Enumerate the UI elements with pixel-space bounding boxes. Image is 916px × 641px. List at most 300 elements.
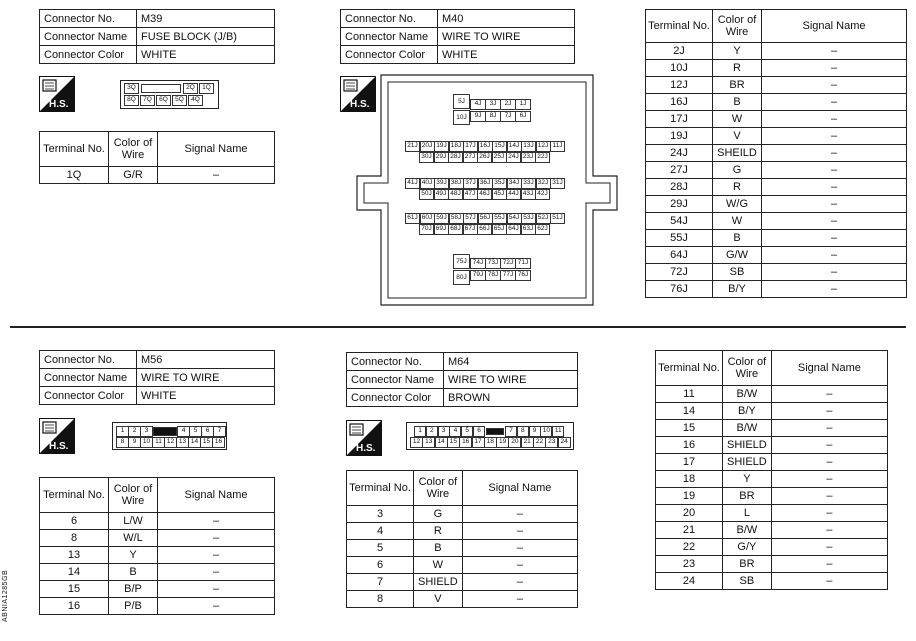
table-row bbox=[646, 111, 907, 128]
m40-pin: 56J bbox=[478, 213, 493, 224]
m40-pin: 4J bbox=[470, 99, 486, 110]
wire-color-cell: G/R bbox=[109, 167, 158, 184]
m64-pin: 21 bbox=[521, 437, 534, 448]
m40-pin: 59J bbox=[434, 213, 449, 224]
wire-color-cell: B/W bbox=[723, 522, 772, 539]
wire-color-cell: BR bbox=[713, 77, 762, 94]
wire-color-cell: B/W bbox=[723, 420, 772, 437]
terminal-no-cell: 6 bbox=[347, 557, 414, 574]
terminal-no-cell: 7 bbox=[347, 574, 414, 591]
signal-name-cell: – bbox=[762, 247, 907, 264]
color-of-wire-header: Color of Wire bbox=[723, 351, 772, 386]
table-row bbox=[646, 145, 907, 162]
terminal-no-cell: 14 bbox=[656, 403, 723, 420]
m40-pin: 30J bbox=[419, 152, 434, 163]
wire-color-cell: B bbox=[713, 230, 762, 247]
signal-name-header: Signal Name bbox=[762, 10, 907, 43]
m40-pin: 14J bbox=[507, 141, 522, 152]
table-row bbox=[646, 247, 907, 264]
table-row bbox=[40, 598, 275, 615]
m64-pin: 2 bbox=[426, 426, 438, 437]
m40-pin: 5J bbox=[453, 94, 470, 109]
table-row bbox=[656, 522, 888, 539]
connector-no-label: Connector No. bbox=[40, 351, 137, 369]
terminal-no-cell: 17 bbox=[656, 454, 723, 471]
connector-color-label: Connector Color bbox=[40, 387, 137, 405]
m40-pin: 10J bbox=[453, 110, 470, 125]
terminal-no-cell: 19J bbox=[646, 128, 713, 145]
table-row bbox=[656, 420, 888, 437]
m39-pin: 4Q bbox=[188, 95, 203, 106]
wire-color-cell: SHIELD bbox=[414, 574, 463, 591]
terminal-no-header: Terminal No. bbox=[40, 478, 109, 513]
m40-pin: 78J bbox=[485, 270, 501, 281]
terminal-no-cell: 1Q bbox=[40, 167, 109, 184]
svg-text:H.S.: H.S. bbox=[49, 99, 69, 110]
m64-connector-color: BROWN bbox=[444, 389, 578, 407]
m39-pin: 5Q bbox=[172, 95, 187, 106]
hs-harness-side-icon bbox=[39, 76, 75, 112]
table-row bbox=[656, 556, 888, 573]
m40-pin: 70J bbox=[419, 224, 434, 235]
wire-color-cell: B/W bbox=[723, 386, 772, 403]
terminal-no-cell: 4 bbox=[347, 523, 414, 540]
m40-pin: 51J bbox=[550, 213, 565, 224]
table-row bbox=[646, 77, 907, 94]
m40-pin: 26J bbox=[477, 152, 492, 163]
terminal-no-cell: 54J bbox=[646, 213, 713, 230]
m40-pin: 68J bbox=[448, 224, 463, 235]
m64-pin: 20 bbox=[508, 437, 521, 448]
m40-pin: 40J bbox=[420, 178, 435, 189]
terminal-no-header: Terminal No. bbox=[656, 351, 723, 386]
m40-pin: 62J bbox=[535, 224, 550, 235]
m40-pin-array bbox=[356, 74, 618, 306]
m40-pin: 28J bbox=[448, 152, 463, 163]
signal-name-cell: – bbox=[762, 94, 907, 111]
m40-pin: 52J bbox=[536, 213, 551, 224]
m56-pin: 6 bbox=[201, 426, 214, 437]
terminal-no-cell: 72J bbox=[646, 264, 713, 281]
wire-color-cell: B bbox=[414, 540, 463, 557]
m39-pin: 2Q bbox=[183, 83, 198, 94]
wire-color-cell: L/W bbox=[109, 513, 158, 530]
wire-color-cell: W/G bbox=[713, 196, 762, 213]
terminal-no-cell: 11 bbox=[656, 386, 723, 403]
m40-pin: 69J bbox=[434, 224, 449, 235]
m40-pin: 38J bbox=[449, 178, 464, 189]
m64-pin: 6 bbox=[473, 426, 485, 437]
table-row bbox=[40, 581, 275, 598]
signal-name-cell: – bbox=[158, 598, 275, 615]
signal-name-cell: – bbox=[462, 591, 577, 608]
m64-pin: 13 bbox=[422, 437, 435, 448]
wire-color-cell: G/Y bbox=[723, 539, 772, 556]
signal-name-header: Signal Name bbox=[771, 351, 887, 386]
table-row bbox=[646, 94, 907, 111]
terminal-no-cell: 20 bbox=[656, 505, 723, 522]
connector-no-label: Connector No. bbox=[347, 353, 444, 371]
signal-name-cell: – bbox=[158, 167, 275, 184]
m40-pin: 50J bbox=[419, 189, 434, 200]
m56-pin: 8 bbox=[116, 437, 129, 448]
signal-name-cell: – bbox=[462, 574, 577, 591]
wire-color-cell: R bbox=[713, 60, 762, 77]
wire-color-cell: B/P bbox=[109, 581, 158, 598]
m40-pin: 48J bbox=[448, 189, 463, 200]
m56-pin: 15 bbox=[200, 437, 213, 448]
terminal-no-cell: 8 bbox=[347, 591, 414, 608]
m40-pin: 20J bbox=[420, 141, 435, 152]
signal-name-cell: – bbox=[771, 556, 887, 573]
m39-pin: 8Q bbox=[124, 95, 139, 106]
signal-name-cell: – bbox=[771, 437, 887, 454]
svg-text:H.S.: H.S. bbox=[350, 99, 370, 110]
terminal-no-cell: 22 bbox=[656, 539, 723, 556]
m56-pin: 2 bbox=[128, 426, 141, 437]
signal-name-cell: – bbox=[771, 488, 887, 505]
terminal-no-cell: 27J bbox=[646, 162, 713, 179]
wire-color-cell: SB bbox=[723, 573, 772, 590]
m56-terminal-rows bbox=[40, 513, 275, 615]
m64-pin: 17 bbox=[472, 437, 485, 448]
m40-pin: 67J bbox=[463, 224, 478, 235]
m40-pin: 19J bbox=[434, 141, 449, 152]
wire-color-cell: BR bbox=[723, 556, 772, 573]
table-row bbox=[646, 162, 907, 179]
table-row bbox=[40, 564, 275, 581]
m64-pin-array bbox=[407, 423, 573, 449]
signal-name-cell: – bbox=[762, 43, 907, 60]
m40-pin: 80J bbox=[453, 270, 470, 285]
m56-terminal-table bbox=[39, 477, 275, 615]
wire-color-cell: B/Y bbox=[713, 281, 762, 298]
m40-pin: 39J bbox=[434, 178, 449, 189]
m56-connector-no: M56 bbox=[137, 351, 275, 369]
m56-connector-color: WHITE bbox=[137, 387, 275, 405]
m39-connector-no: M39 bbox=[137, 10, 275, 28]
m56-pin: 16 bbox=[212, 437, 225, 448]
m40-pin: 53J bbox=[521, 213, 536, 224]
terminal-no-header: Terminal No. bbox=[40, 132, 109, 167]
m40-pin: 60J bbox=[420, 213, 435, 224]
m40-terminal-rows bbox=[646, 43, 907, 298]
signal-name-cell: – bbox=[771, 471, 887, 488]
m64-pin: 7 bbox=[505, 426, 517, 437]
m40-pin: 73J bbox=[485, 258, 501, 269]
table-row bbox=[646, 179, 907, 196]
m40-pin: 42J bbox=[535, 189, 550, 200]
terminal-no-cell: 21 bbox=[656, 522, 723, 539]
m40-pin: 27J bbox=[463, 152, 478, 163]
m39-connector-face bbox=[120, 80, 219, 109]
m40-pin: 79J bbox=[470, 270, 486, 281]
m40-pin: 12J bbox=[536, 141, 551, 152]
table-row bbox=[656, 437, 888, 454]
m64-terminal-table-a bbox=[346, 470, 578, 608]
terminal-no-cell: 2J bbox=[646, 43, 713, 60]
table-row bbox=[656, 386, 888, 403]
m64-pin: 19 bbox=[496, 437, 509, 448]
m40-pin: 65J bbox=[492, 224, 507, 235]
connector-no-label: Connector No. bbox=[40, 10, 137, 28]
m40-pin: 11J bbox=[550, 141, 565, 152]
table-row bbox=[646, 281, 907, 298]
table-row bbox=[646, 60, 907, 77]
wire-color-cell: V bbox=[414, 591, 463, 608]
m64-connector-no: M64 bbox=[444, 353, 578, 371]
signal-name-cell: – bbox=[762, 128, 907, 145]
m64-pin: 11 bbox=[552, 426, 564, 437]
m40-pin: 17J bbox=[463, 141, 478, 152]
signal-name-header: Signal Name bbox=[158, 478, 275, 513]
m56-pin: 5 bbox=[189, 426, 202, 437]
signal-name-header: Signal Name bbox=[158, 132, 275, 167]
signal-name-cell: – bbox=[158, 581, 275, 598]
signal-name-cell: – bbox=[158, 530, 275, 547]
signal-name-cell: – bbox=[762, 213, 907, 230]
signal-name-cell: – bbox=[762, 111, 907, 128]
signal-name-cell: – bbox=[771, 386, 887, 403]
table-row bbox=[40, 547, 275, 564]
m40-pin: 31J bbox=[550, 178, 565, 189]
wire-color-cell: W/L bbox=[109, 530, 158, 547]
m56-pin: 3 bbox=[140, 426, 153, 437]
section-divider bbox=[10, 326, 906, 328]
m40-pin: 54J bbox=[507, 213, 522, 224]
m39-connector-name: FUSE BLOCK (J/B) bbox=[137, 28, 275, 46]
terminal-no-cell: 5 bbox=[347, 540, 414, 557]
m56-pin: 1 bbox=[116, 426, 129, 437]
signal-name-cell: – bbox=[462, 506, 577, 523]
m40-pin: 61J bbox=[405, 213, 420, 224]
terminal-no-cell: 29J bbox=[646, 196, 713, 213]
m40-pin: 41J bbox=[405, 178, 420, 189]
terminal-no-cell: 16 bbox=[656, 437, 723, 454]
terminal-no-cell: 14 bbox=[40, 564, 109, 581]
m39-terminal-rows bbox=[40, 167, 275, 184]
m56-pin-array bbox=[113, 423, 226, 449]
wire-color-cell: R bbox=[713, 179, 762, 196]
connector-name-label: Connector Name bbox=[341, 28, 438, 46]
terminal-no-cell: 3 bbox=[347, 506, 414, 523]
signal-name-cell: – bbox=[762, 196, 907, 213]
m64-pin: 16 bbox=[459, 437, 472, 448]
m40-pin: 63J bbox=[521, 224, 536, 235]
m56-connector-name: WIRE TO WIRE bbox=[137, 369, 275, 387]
connector-name-label: Connector Name bbox=[40, 369, 137, 387]
m56-pin: 4 bbox=[177, 426, 190, 437]
table-row bbox=[646, 264, 907, 281]
signal-name-cell: – bbox=[158, 547, 275, 564]
table-row bbox=[347, 506, 578, 523]
m56-pin: 14 bbox=[188, 437, 201, 448]
table-row bbox=[347, 540, 578, 557]
terminal-no-cell: 16J bbox=[646, 94, 713, 111]
m64-pin: 3 bbox=[438, 426, 450, 437]
terminal-no-cell: 12J bbox=[646, 77, 713, 94]
m40-pin: 8J bbox=[485, 111, 501, 122]
signal-name-cell: – bbox=[462, 523, 577, 540]
wire-color-cell: G/W bbox=[713, 247, 762, 264]
m40-pin: 36J bbox=[478, 178, 493, 189]
table-row bbox=[656, 403, 888, 420]
terminal-no-cell: 6 bbox=[40, 513, 109, 530]
m64-pin: 4 bbox=[449, 426, 461, 437]
terminal-no-cell: 24J bbox=[646, 145, 713, 162]
m64-pin: 9 bbox=[529, 426, 541, 437]
m64-pin: 22 bbox=[533, 437, 546, 448]
signal-name-cell: – bbox=[762, 179, 907, 196]
m40-pin: 64J bbox=[506, 224, 521, 235]
m40-pin: 58J bbox=[449, 213, 464, 224]
table-row bbox=[40, 530, 275, 547]
m39-pin: 7Q bbox=[140, 95, 155, 106]
m40-pin: 13J bbox=[521, 141, 536, 152]
signal-name-cell: – bbox=[462, 557, 577, 574]
signal-name-cell: – bbox=[158, 564, 275, 581]
table-row bbox=[656, 488, 888, 505]
m64-pin: 15 bbox=[447, 437, 460, 448]
wire-color-cell: W bbox=[713, 111, 762, 128]
m64-pin: 5 bbox=[461, 426, 473, 437]
wire-color-cell: SB bbox=[713, 264, 762, 281]
terminal-no-cell: 24 bbox=[656, 573, 723, 590]
connector-color-label: Connector Color bbox=[347, 389, 444, 407]
signal-name-cell: – bbox=[762, 145, 907, 162]
table-row bbox=[347, 591, 578, 608]
m56-pin: 9 bbox=[128, 437, 141, 448]
m40-pin: 24J bbox=[506, 152, 521, 163]
m40-pin: 33J bbox=[521, 178, 536, 189]
hs-harness-side-icon bbox=[39, 418, 75, 454]
connector-name-label: Connector Name bbox=[40, 28, 137, 46]
m64-pin: 1 bbox=[414, 426, 426, 437]
m64-connector-face bbox=[406, 422, 574, 450]
table-row bbox=[646, 196, 907, 213]
table-row bbox=[656, 505, 888, 522]
m39-pin: 6Q bbox=[156, 95, 171, 106]
m40-pin: 55J bbox=[492, 213, 507, 224]
terminal-no-cell: 64J bbox=[646, 247, 713, 264]
m56-connector-face bbox=[112, 422, 227, 450]
terminal-no-cell: 15 bbox=[656, 420, 723, 437]
signal-name-cell: – bbox=[771, 539, 887, 556]
wire-color-cell: BR bbox=[723, 488, 772, 505]
terminal-no-cell: 76J bbox=[646, 281, 713, 298]
terminal-no-cell: 17J bbox=[646, 111, 713, 128]
wire-color-cell: SHIELD bbox=[723, 437, 772, 454]
m40-pin: 47J bbox=[463, 189, 478, 200]
terminal-no-cell: 16 bbox=[40, 598, 109, 615]
m56-pin: 7 bbox=[213, 426, 226, 437]
m40-pin: 45J bbox=[492, 189, 507, 200]
m64-connector-name: WIRE TO WIRE bbox=[444, 371, 578, 389]
m40-pin: 49J bbox=[434, 189, 449, 200]
signal-name-cell: – bbox=[762, 162, 907, 179]
m40-pin: 34J bbox=[507, 178, 522, 189]
signal-name-cell: – bbox=[771, 420, 887, 437]
terminal-no-cell: 10J bbox=[646, 60, 713, 77]
m64-terminal-rows-a bbox=[347, 506, 578, 608]
wire-color-cell: B bbox=[109, 564, 158, 581]
m64-pin: 18 bbox=[484, 437, 497, 448]
terminal-no-header: Terminal No. bbox=[646, 10, 713, 43]
m40-pin: 1J bbox=[515, 99, 531, 110]
m40-pin: 7J bbox=[500, 111, 516, 122]
wire-color-cell: SHEILD bbox=[713, 145, 762, 162]
table-row bbox=[40, 167, 275, 184]
m39-pin: 3Q bbox=[124, 83, 139, 94]
m40-pin: 46J bbox=[477, 189, 492, 200]
hs-harness-side-icon bbox=[346, 420, 382, 456]
wire-color-cell: B bbox=[713, 94, 762, 111]
wire-color-cell: R bbox=[414, 523, 463, 540]
m40-pin: 77J bbox=[500, 270, 516, 281]
terminal-no-header: Terminal No. bbox=[347, 471, 414, 506]
signal-name-cell: – bbox=[158, 513, 275, 530]
signal-name-cell: – bbox=[771, 573, 887, 590]
m40-pin: 18J bbox=[449, 141, 464, 152]
m40-pin: 57J bbox=[463, 213, 478, 224]
terminal-no-cell: 28J bbox=[646, 179, 713, 196]
signal-name-cell: – bbox=[771, 505, 887, 522]
m64-pin: 14 bbox=[435, 437, 448, 448]
svg-text:H.S.: H.S. bbox=[356, 443, 376, 454]
table-row bbox=[646, 213, 907, 230]
m39-connector-info bbox=[39, 9, 275, 64]
wire-color-cell: L bbox=[723, 505, 772, 522]
m40-pin: 75J bbox=[453, 254, 470, 269]
wire-color-cell: SHIELD bbox=[723, 454, 772, 471]
color-of-wire-header: Color of Wire bbox=[109, 132, 158, 167]
m40-pin: 32J bbox=[536, 178, 551, 189]
signal-name-header: Signal Name bbox=[462, 471, 577, 506]
table-row bbox=[656, 539, 888, 556]
m40-connector-no: M40 bbox=[438, 10, 575, 28]
m56-pin: 11 bbox=[152, 437, 165, 448]
m40-pin: 25J bbox=[492, 152, 507, 163]
m64-terminal-table-b bbox=[655, 350, 888, 590]
signal-name-cell: – bbox=[762, 230, 907, 247]
m56-pin: 13 bbox=[176, 437, 189, 448]
m40-pin: 43J bbox=[521, 189, 536, 200]
m40-pin: 22J bbox=[535, 152, 550, 163]
terminal-no-cell: 19 bbox=[656, 488, 723, 505]
m40-connector-color: WHITE bbox=[438, 46, 575, 64]
terminal-no-cell: 18 bbox=[656, 471, 723, 488]
m40-pin: 29J bbox=[434, 152, 449, 163]
m64-pin: 10 bbox=[540, 426, 552, 437]
connector-color-label: Connector Color bbox=[341, 46, 438, 64]
m64-key-slot bbox=[486, 428, 504, 435]
m64-pin: 8 bbox=[517, 426, 529, 437]
m56-key-slot bbox=[153, 427, 177, 436]
wire-color-cell: B/Y bbox=[723, 403, 772, 420]
m40-connector-name: WIRE TO WIRE bbox=[438, 28, 575, 46]
signal-name-cell: – bbox=[762, 264, 907, 281]
m64-terminal-rows-b bbox=[656, 386, 888, 590]
m39-key-slot bbox=[141, 84, 181, 93]
table-row bbox=[347, 557, 578, 574]
m56-pin: 12 bbox=[164, 437, 177, 448]
terminal-no-cell: 55J bbox=[646, 230, 713, 247]
m40-pin: 15J bbox=[492, 141, 507, 152]
m39-pin: 1Q bbox=[199, 83, 214, 94]
m39-terminal-table bbox=[39, 131, 275, 184]
m40-terminal-table bbox=[645, 9, 907, 298]
wire-color-cell: G bbox=[414, 506, 463, 523]
